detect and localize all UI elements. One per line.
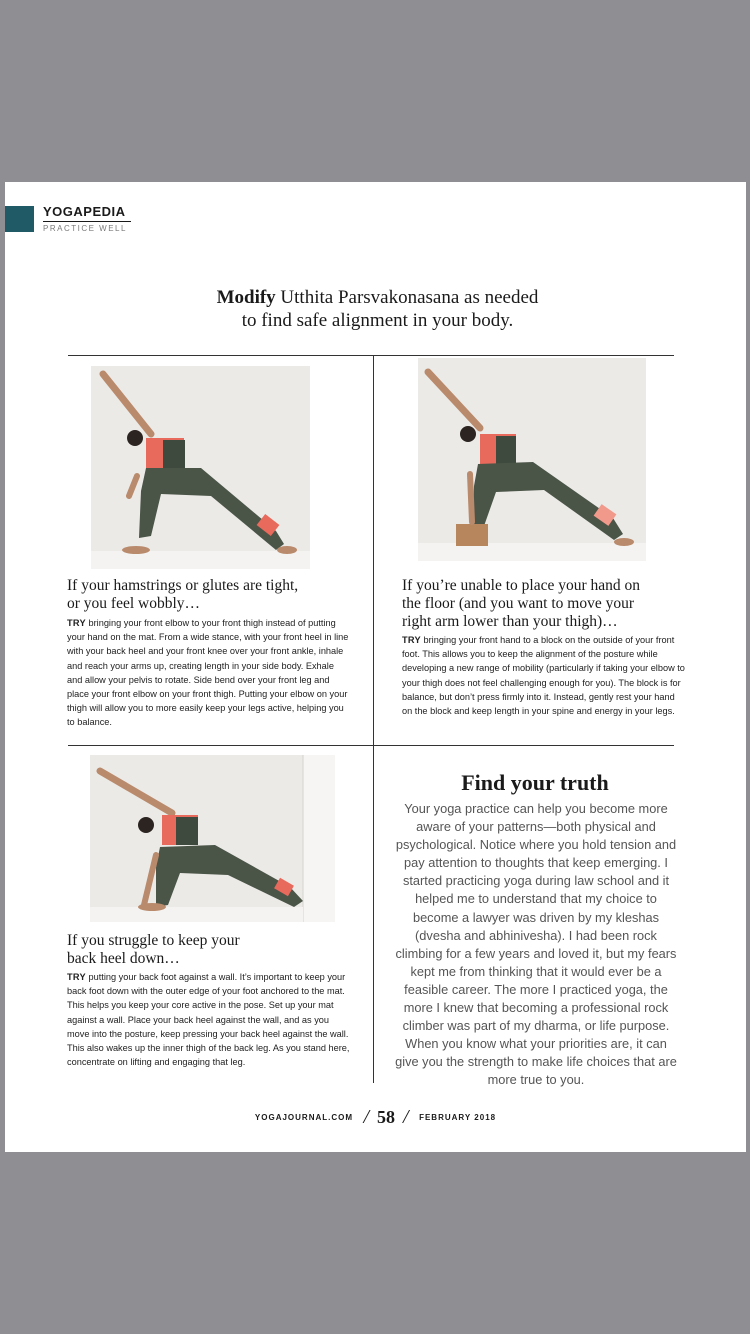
section-title-underline (43, 221, 131, 222)
truth-body: Your yoga practice can help you become more aware of your patterns—both physical and psychological. Notice where you hold tension and pay attention to thoughts that keep emerging. I started practicing yoga during law school and it helped me to understand that my choice to become a lawyer was driven by my kleshas (dvesha and abhinivesha). I had been rock climbing for a few years and loved it, but my fears kept me from thinking that it would ever be a feasible career. The more I practiced yoga, the more I knew that becoming a professional rock climber was part of my dharma, or life purpose. When you know what your priorities are, it can give you the strength to make life choices that are more true to you. (395, 801, 677, 1088)
footer-site: YOGAJOURNAL.COM (254, 1113, 354, 1122)
grid-top-rule (68, 355, 674, 356)
footer-page-number: 58 (377, 1107, 396, 1127)
yoga-pose-heel-against-wall-icon (90, 755, 335, 922)
page-footer (5, 1106, 746, 1129)
section-subtitle: PRACTICE WELL (43, 224, 127, 233)
panel-2-heading-line-1: If you’re unable to place your hand on (402, 577, 641, 594)
article-headline (155, 286, 600, 332)
panel-1-body (67, 616, 351, 730)
footer-slash-right: / (403, 1106, 409, 1128)
section-color-block (5, 206, 34, 232)
pose-photo-heel-against-wall (90, 755, 335, 922)
footer-date: FEBRUARY 2018 (419, 1113, 497, 1122)
headline-bold-word: Modify (216, 287, 276, 308)
grid-middle-rule (68, 745, 674, 746)
panel-3-try-label: TRY (67, 972, 86, 982)
truth-title: Find your truth (461, 770, 609, 795)
panel-2-try-label: TRY (402, 635, 421, 645)
grid-center-rule (373, 355, 374, 1083)
panel-3-text: putting your back foot against a wall. It’s important to keep your back foot down with the outer edge of your foot anchored to the mat. This helps you keep your core active in the pose. Set up your mat against a wall. Place your back heel against the wall, and as you move into the posture, keep pressing your back heel against the wall. This also wakes up the inner thigh of the back leg. As you stand here, concentrate on lifting and engaging that leg. (67, 972, 350, 1068)
panel-2-heading-line-3: right arm lower than your thigh)… (402, 613, 618, 630)
panel-1-heading (67, 577, 367, 613)
panel-3-heading-line-1: If you struggle to keep your (67, 932, 240, 949)
panel-2-heading (402, 577, 692, 631)
headline-line1: Utthita Parsvakonasana as needed (280, 287, 539, 308)
panel-3-heading-line-2: back heel down… (67, 950, 180, 967)
pose-photo-elbow-on-thigh (91, 366, 310, 569)
yoga-pose-elbow-on-thigh-icon (91, 366, 310, 569)
panel-2-body (402, 633, 687, 718)
pose-photo-hand-on-block (418, 358, 646, 561)
panel-1-heading-line-2: or you feel wobbly… (67, 595, 201, 612)
panel-1-text: bringing your front elbow to your front thigh instead of putting your hand on the mat. From a wide stance, with your front heel in line with your back heel and your front knee over your front ankle, inhale and reach your arms up, creating length in your side body. Exhale and allow your pelvis to rotate. Side bend over your front leg and place your front elbow on your front thigh. Putting your elbow on your thigh will allow you to more easily keep your legs active, helping you to balance. (67, 618, 349, 728)
section-title: YOGAPEDIA (43, 204, 126, 219)
panel-2-heading-line-2: the floor (and you want to move your (402, 595, 635, 612)
panel-2-text: bringing your front hand to a block on the outside of your front foot. This allows you to keep the alignment of the posture while developing a new range of mobility (particularly if taking your elbow to your thigh does not feel challenging enough for you). The block is for balance, but don’t press firmly into it. Instead, gently rest your hand on the block and keep length in your spine and energy in your legs. (402, 635, 685, 717)
magazine-page (5, 182, 746, 1152)
panel-3-heading (67, 932, 367, 968)
headline-line2: to find safe alignment in your body. (241, 310, 514, 331)
panel-1-try-label: TRY (67, 618, 86, 628)
panel-1-heading-line-1: If your hamstrings or glutes are tight, (67, 577, 299, 594)
footer-slash-left: / (363, 1106, 370, 1128)
panel-3-body (67, 970, 351, 1069)
yoga-pose-hand-on-block-icon (418, 358, 646, 561)
